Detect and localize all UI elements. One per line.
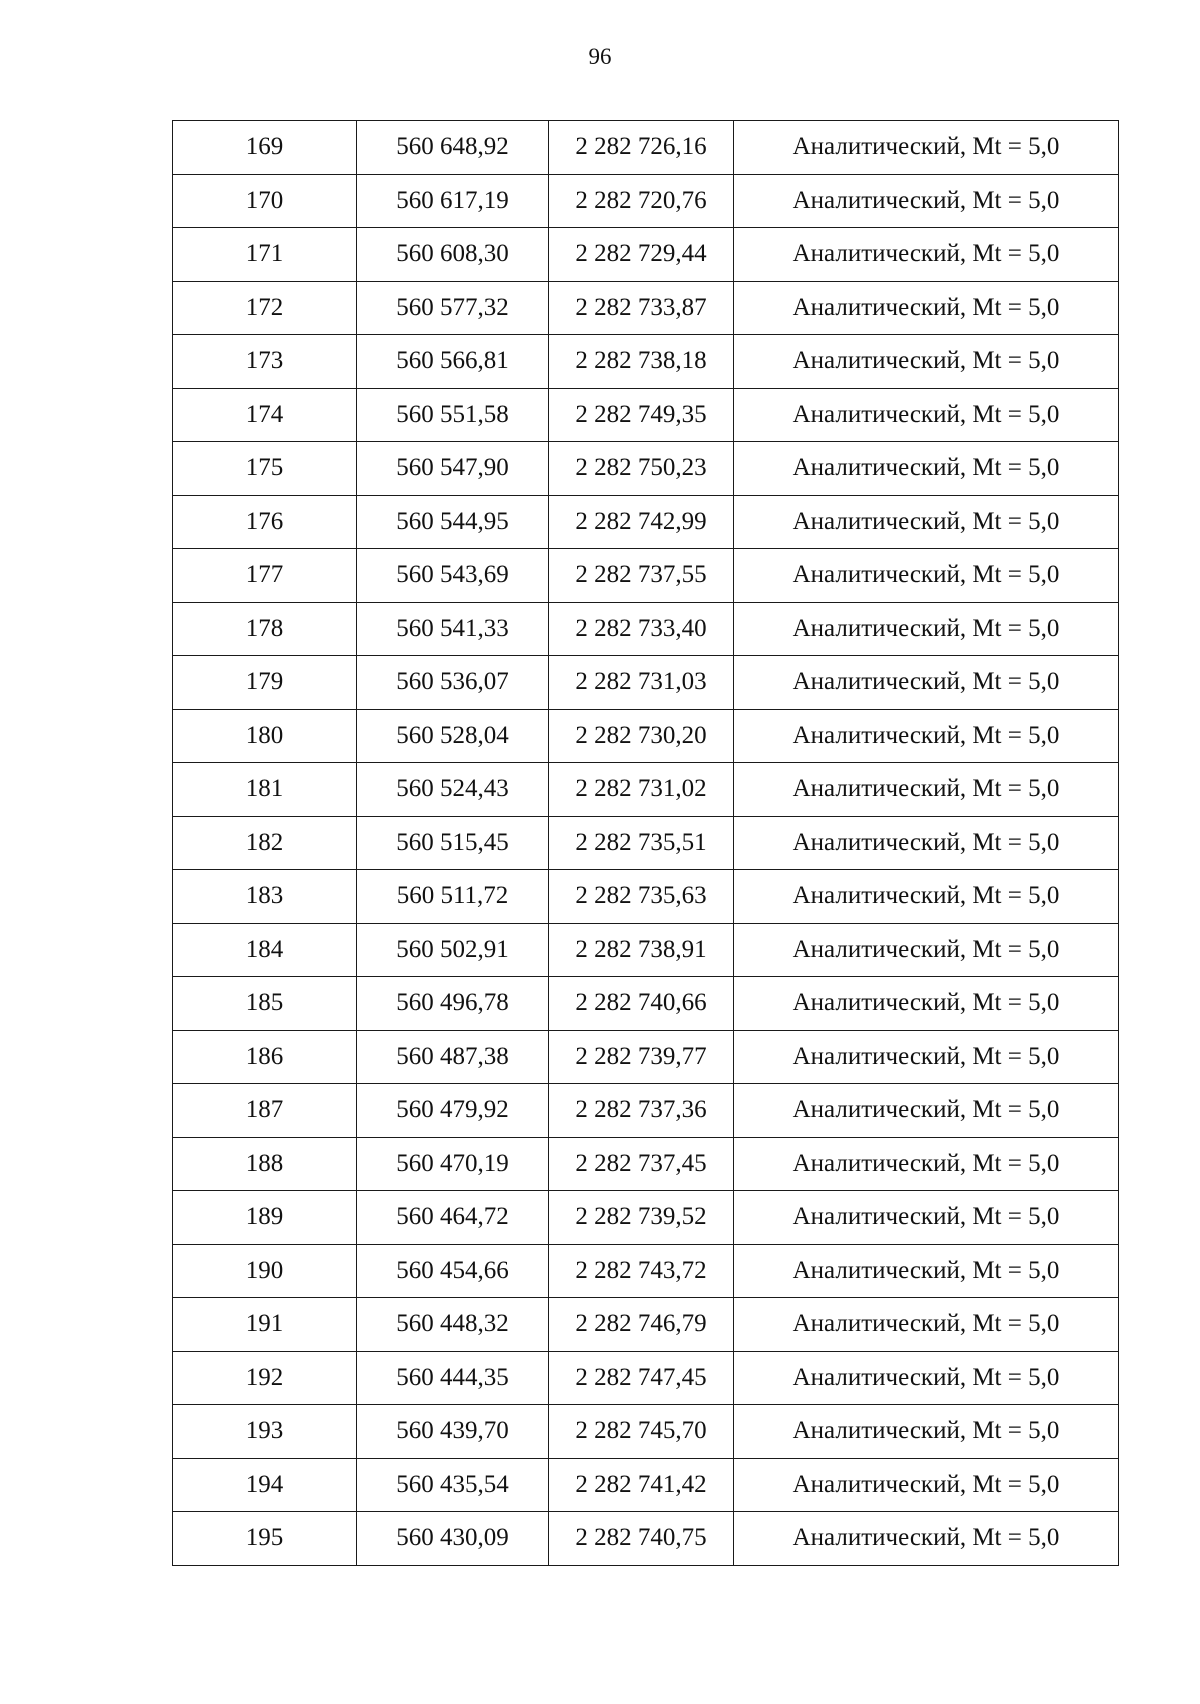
- table-row: [173, 1512, 1119, 1566]
- point-number-cell: 195: [173, 1512, 357, 1566]
- point-number-cell: 176: [173, 495, 357, 549]
- table-row: [173, 1084, 1119, 1138]
- point-number-cell: 184: [173, 923, 357, 977]
- point-number-cell: 180: [173, 709, 357, 763]
- table-row: [173, 602, 1119, 656]
- y-coordinate-cell: 2 282 740,66: [549, 977, 734, 1031]
- x-coordinate-cell: 560 541,33: [357, 602, 549, 656]
- y-coordinate-cell: 2 282 747,45: [549, 1351, 734, 1405]
- x-coordinate-cell: 560 439,70: [357, 1405, 549, 1459]
- method-cell: Аналитический, Mt = 5,0: [734, 977, 1119, 1031]
- x-coordinate-cell: 560 479,92: [357, 1084, 549, 1138]
- point-number-cell: 171: [173, 228, 357, 282]
- point-number-cell: 191: [173, 1298, 357, 1352]
- method-cell: Аналитический, Mt = 5,0: [734, 602, 1119, 656]
- table-row: [173, 923, 1119, 977]
- y-coordinate-cell: 2 282 749,35: [549, 388, 734, 442]
- y-coordinate-cell: 2 282 746,79: [549, 1298, 734, 1352]
- method-cell: Аналитический, Mt = 5,0: [734, 1244, 1119, 1298]
- method-cell: Аналитический, Mt = 5,0: [734, 1298, 1119, 1352]
- method-cell: Аналитический, Mt = 5,0: [734, 1084, 1119, 1138]
- table-row: [173, 495, 1119, 549]
- y-coordinate-cell: 2 282 729,44: [549, 228, 734, 282]
- method-cell: Аналитический, Mt = 5,0: [734, 174, 1119, 228]
- y-coordinate-cell: 2 282 738,91: [549, 923, 734, 977]
- method-cell: Аналитический, Mt = 5,0: [734, 228, 1119, 282]
- y-coordinate-cell: 2 282 726,16: [549, 121, 734, 175]
- y-coordinate-cell: 2 282 739,77: [549, 1030, 734, 1084]
- y-coordinate-cell: 2 282 741,42: [549, 1458, 734, 1512]
- point-number-cell: 178: [173, 602, 357, 656]
- table-row: [173, 1191, 1119, 1245]
- table-row: [173, 656, 1119, 710]
- method-cell: Аналитический, Mt = 5,0: [734, 121, 1119, 175]
- table-row: [173, 1137, 1119, 1191]
- y-coordinate-cell: 2 282 742,99: [549, 495, 734, 549]
- y-coordinate-cell: 2 282 738,18: [549, 335, 734, 389]
- method-cell: Аналитический, Mt = 5,0: [734, 1512, 1119, 1566]
- table-row: [173, 1351, 1119, 1405]
- table-row: [173, 442, 1119, 496]
- y-coordinate-cell: 2 282 733,40: [549, 602, 734, 656]
- point-number-cell: 182: [173, 816, 357, 870]
- method-cell: Аналитический, Mt = 5,0: [734, 656, 1119, 710]
- point-number-cell: 194: [173, 1458, 357, 1512]
- x-coordinate-cell: 560 464,72: [357, 1191, 549, 1245]
- x-coordinate-cell: 560 536,07: [357, 656, 549, 710]
- coordinates-table-body: [173, 121, 1119, 1566]
- x-coordinate-cell: 560 617,19: [357, 174, 549, 228]
- x-coordinate-cell: 560 544,95: [357, 495, 549, 549]
- method-cell: Аналитический, Mt = 5,0: [734, 1191, 1119, 1245]
- x-coordinate-cell: 560 524,43: [357, 763, 549, 817]
- x-coordinate-cell: 560 515,45: [357, 816, 549, 870]
- method-cell: Аналитический, Mt = 5,0: [734, 923, 1119, 977]
- x-coordinate-cell: 560 487,38: [357, 1030, 549, 1084]
- y-coordinate-cell: 2 282 737,36: [549, 1084, 734, 1138]
- method-cell: Аналитический, Mt = 5,0: [734, 1405, 1119, 1459]
- x-coordinate-cell: 560 543,69: [357, 549, 549, 603]
- point-number-cell: 193: [173, 1405, 357, 1459]
- x-coordinate-cell: 560 511,72: [357, 870, 549, 924]
- point-number-cell: 189: [173, 1191, 357, 1245]
- point-number-cell: 177: [173, 549, 357, 603]
- table-row: [173, 174, 1119, 228]
- page-number: 96: [588, 44, 612, 69]
- method-cell: Аналитический, Mt = 5,0: [734, 870, 1119, 924]
- x-coordinate-cell: 560 648,92: [357, 121, 549, 175]
- point-number-cell: 169: [173, 121, 357, 175]
- x-coordinate-cell: 560 435,54: [357, 1458, 549, 1512]
- point-number-cell: 179: [173, 656, 357, 710]
- method-cell: Аналитический, Mt = 5,0: [734, 1458, 1119, 1512]
- coordinates-table: [172, 120, 1119, 1566]
- table-row: [173, 228, 1119, 282]
- table-row: [173, 281, 1119, 335]
- x-coordinate-cell: 560 547,90: [357, 442, 549, 496]
- method-cell: Аналитический, Mt = 5,0: [734, 816, 1119, 870]
- point-number-cell: 172: [173, 281, 357, 335]
- point-number-cell: 174: [173, 388, 357, 442]
- method-cell: Аналитический, Mt = 5,0: [734, 495, 1119, 549]
- table-row: [173, 816, 1119, 870]
- point-number-cell: 186: [173, 1030, 357, 1084]
- table-row: [173, 977, 1119, 1031]
- x-coordinate-cell: 560 448,32: [357, 1298, 549, 1352]
- y-coordinate-cell: 2 282 739,52: [549, 1191, 734, 1245]
- point-number-cell: 170: [173, 174, 357, 228]
- point-number-cell: 175: [173, 442, 357, 496]
- method-cell: Аналитический, Mt = 5,0: [734, 1351, 1119, 1405]
- point-number-cell: 190: [173, 1244, 357, 1298]
- x-coordinate-cell: 560 551,58: [357, 388, 549, 442]
- table-row: [173, 388, 1119, 442]
- method-cell: Аналитический, Mt = 5,0: [734, 549, 1119, 603]
- x-coordinate-cell: 560 454,66: [357, 1244, 549, 1298]
- method-cell: Аналитический, Mt = 5,0: [734, 1137, 1119, 1191]
- x-coordinate-cell: 560 496,78: [357, 977, 549, 1031]
- method-cell: Аналитический, Mt = 5,0: [734, 281, 1119, 335]
- x-coordinate-cell: 560 528,04: [357, 709, 549, 763]
- table-row: [173, 1030, 1119, 1084]
- y-coordinate-cell: 2 282 750,23: [549, 442, 734, 496]
- method-cell: Аналитический, Mt = 5,0: [734, 335, 1119, 389]
- point-number-cell: 183: [173, 870, 357, 924]
- point-number-cell: 187: [173, 1084, 357, 1138]
- table-row: [173, 763, 1119, 817]
- table-row: [173, 1244, 1119, 1298]
- y-coordinate-cell: 2 282 735,63: [549, 870, 734, 924]
- point-number-cell: 192: [173, 1351, 357, 1405]
- x-coordinate-cell: 560 566,81: [357, 335, 549, 389]
- y-coordinate-cell: 2 282 731,03: [549, 656, 734, 710]
- point-number-cell: 185: [173, 977, 357, 1031]
- x-coordinate-cell: 560 608,30: [357, 228, 549, 282]
- method-cell: Аналитический, Mt = 5,0: [734, 1030, 1119, 1084]
- point-number-cell: 173: [173, 335, 357, 389]
- method-cell: Аналитический, Mt = 5,0: [734, 709, 1119, 763]
- table-row: [173, 549, 1119, 603]
- x-coordinate-cell: 560 577,32: [357, 281, 549, 335]
- method-cell: Аналитический, Mt = 5,0: [734, 763, 1119, 817]
- x-coordinate-cell: 560 444,35: [357, 1351, 549, 1405]
- y-coordinate-cell: 2 282 735,51: [549, 816, 734, 870]
- y-coordinate-cell: 2 282 730,20: [549, 709, 734, 763]
- y-coordinate-cell: 2 282 733,87: [549, 281, 734, 335]
- table-row: [173, 335, 1119, 389]
- x-coordinate-cell: 560 430,09: [357, 1512, 549, 1566]
- table-row: [173, 709, 1119, 763]
- table-row: [173, 1298, 1119, 1352]
- x-coordinate-cell: 560 470,19: [357, 1137, 549, 1191]
- table-row: [173, 1405, 1119, 1459]
- y-coordinate-cell: 2 282 731,02: [549, 763, 734, 817]
- x-coordinate-cell: 560 502,91: [357, 923, 549, 977]
- y-coordinate-cell: 2 282 740,75: [549, 1512, 734, 1566]
- y-coordinate-cell: 2 282 743,72: [549, 1244, 734, 1298]
- point-number-cell: 188: [173, 1137, 357, 1191]
- y-coordinate-cell: 2 282 737,55: [549, 549, 734, 603]
- y-coordinate-cell: 2 282 720,76: [549, 174, 734, 228]
- table-row: [173, 121, 1119, 175]
- y-coordinate-cell: 2 282 745,70: [549, 1405, 734, 1459]
- y-coordinate-cell: 2 282 737,45: [549, 1137, 734, 1191]
- table-row: [173, 1458, 1119, 1512]
- method-cell: Аналитический, Mt = 5,0: [734, 388, 1119, 442]
- table-row: [173, 870, 1119, 924]
- method-cell: Аналитический, Mt = 5,0: [734, 442, 1119, 496]
- point-number-cell: 181: [173, 763, 357, 817]
